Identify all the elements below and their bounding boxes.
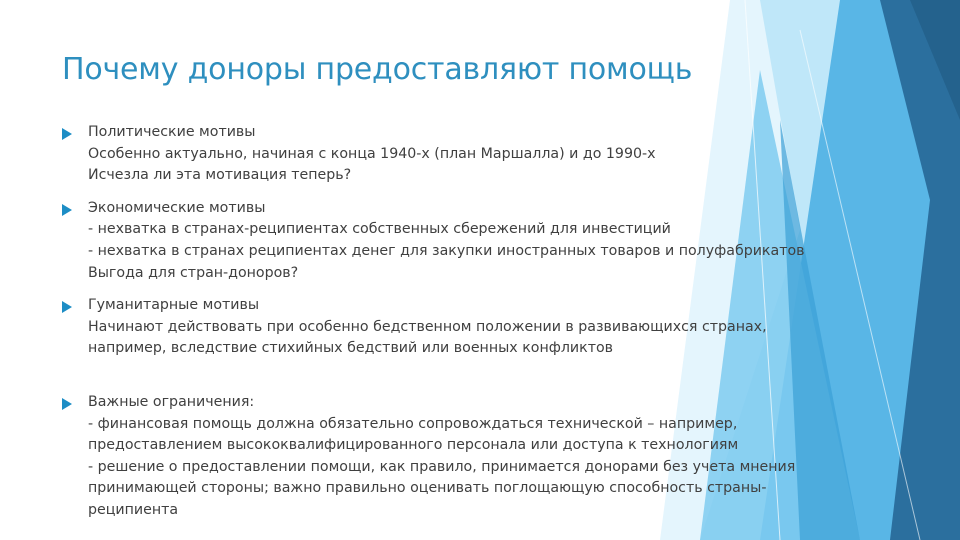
- bullet-text: Начинают действовать при особенно бедственном положении в развивающихся странах,: [88, 318, 767, 335]
- bullet-text: Особенно актуально, начиная с конца 1940-х (план Маршалла) и до 1990-х: [88, 145, 656, 162]
- bullet-text: - решение о предоставлении помощи, как правило, принимается донорами без учета мнения: [88, 458, 796, 475]
- bullet-text: реципиента: [88, 501, 179, 518]
- bullet-text: - финансовая помощь должна обязательно сопровождаться технической – например,: [88, 415, 738, 432]
- bullet-item-limitations: [62, 392, 882, 522]
- bullet-arrow-icon: [62, 398, 72, 410]
- bullet-text: - нехватка в странах-реципиентах собственных сбережений для инвестиций: [88, 221, 671, 238]
- bullet-text: предоставлением высококвалифицированного персонала или доступа к технологиям: [88, 437, 739, 454]
- bullet-item-economic: [62, 198, 882, 284]
- bullet-arrow-icon: [62, 301, 72, 313]
- bullet-text: Выгода для стран-доноров?: [88, 264, 299, 281]
- bullet-heading: Гуманитарные мотивы: [88, 297, 260, 314]
- bullet-text: Исчезла ли эта мотивация теперь?: [88, 167, 352, 184]
- bullet-item-political: [62, 122, 882, 187]
- bullet-text: принимающей стороны; важно правильно оценивать поглощающую способность страны-: [88, 480, 767, 497]
- bullet-item-humanitarian: [62, 295, 882, 360]
- bullet-list: [62, 118, 882, 522]
- bullet-text: например, вследствие стихийных бедствий или военных конфликтов: [88, 340, 614, 357]
- bullet-heading: Важные ограничения:: [88, 393, 255, 410]
- bullet-text: - нехватка в странах реципиентах денег для закупки иностранных товаров и полуфабрикатов: [88, 242, 805, 259]
- bullet-arrow-icon: [62, 128, 72, 140]
- slide-title: Почему доноры предоставляют помощь: [62, 52, 693, 87]
- bullet-heading: Экономические мотивы: [88, 199, 266, 216]
- bullet-heading: Политические мотивы: [88, 124, 256, 140]
- bullet-arrow-icon: [62, 204, 72, 216]
